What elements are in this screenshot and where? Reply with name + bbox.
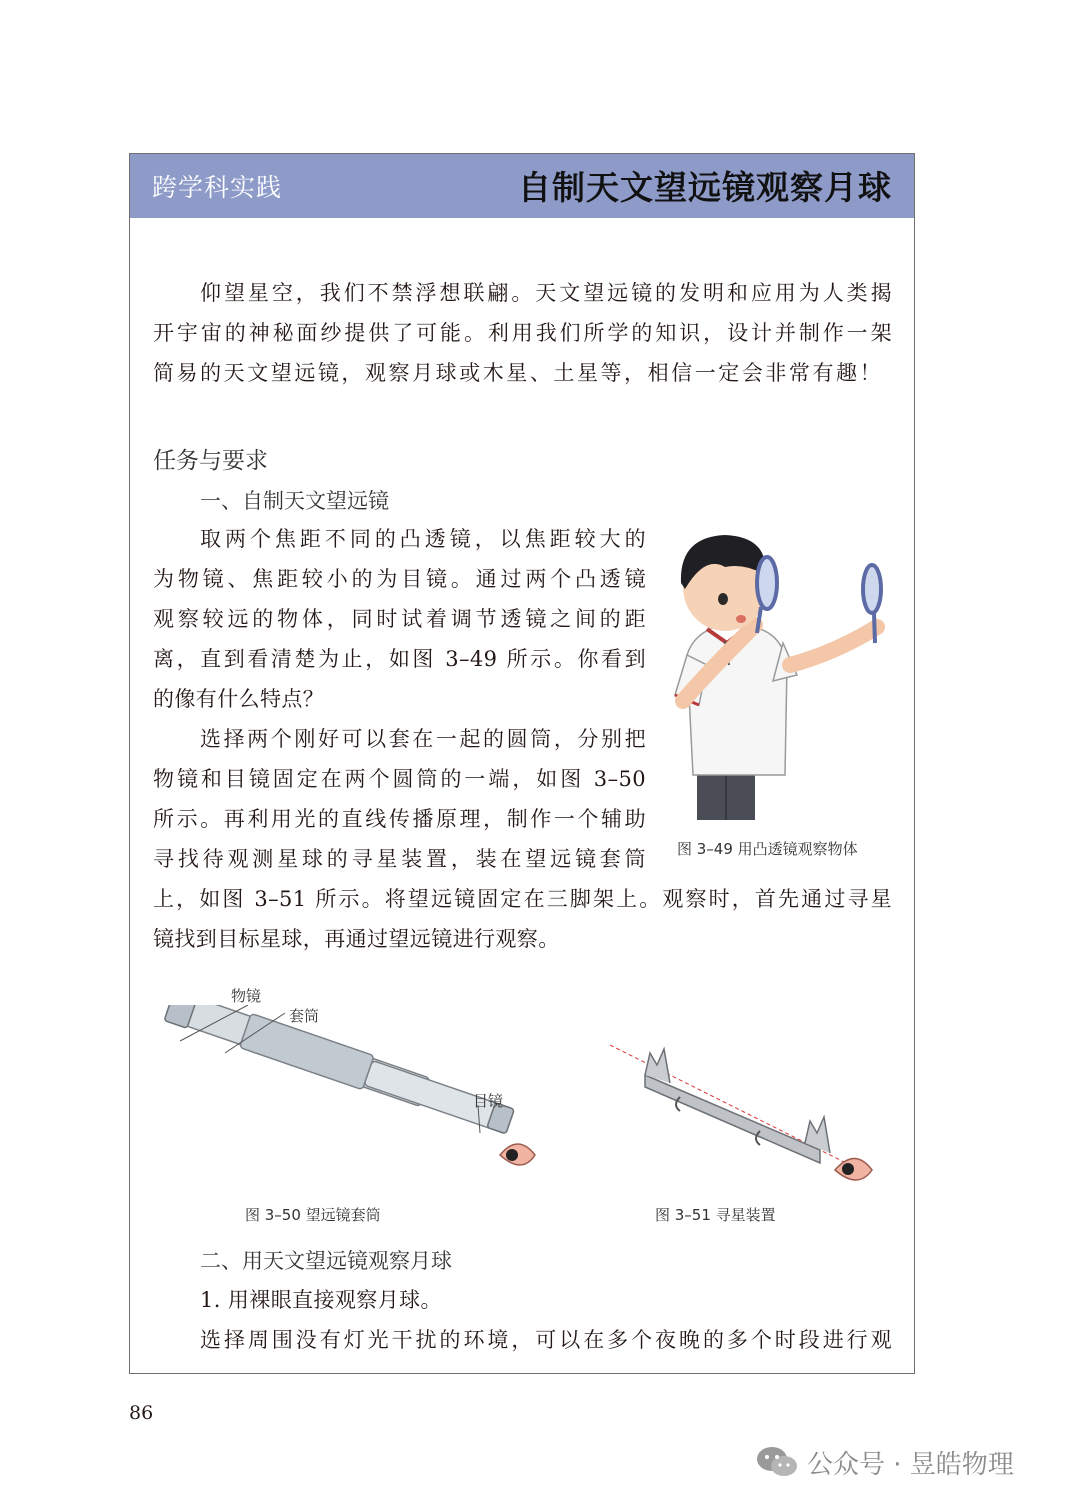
intro-line: 仰望星空，我们不禁浮想联翩。天文望远镜的发明和应用为人类揭: [200, 281, 892, 305]
para-line: 的像有什么特点？: [153, 687, 325, 711]
para-line: 所示。再利用光的直线传播原理，制作一个辅助: [153, 807, 646, 831]
finder-device-illustration: [610, 1035, 880, 1195]
figure-caption: 图 3–51 寻星装置: [655, 1206, 776, 1224]
section-banner: [130, 154, 914, 218]
label-objective: 物镜: [231, 987, 262, 1005]
intro-line: 开宇宙的神秘面纱提供了可能。利用我们所学的知识，设计并制作一架: [153, 321, 892, 345]
part1-heading: 一、自制天文望远镜: [200, 489, 389, 513]
task-heading: 任务与要求: [153, 448, 268, 474]
label-sleeve: 套筒: [289, 1007, 320, 1025]
para-line: 取两个焦距不同的凸透镜，以焦距较大的: [200, 527, 646, 551]
para-line: 选择两个刚好可以套在一起的圆筒，分别把: [200, 727, 646, 751]
para-line: 寻找待观测星球的寻星装置，装在望远镜套筒: [153, 847, 646, 871]
figure-caption: 图 3–49 用凸透镜观察物体: [677, 840, 858, 858]
para-line: 镜找到目标星球，再通过望远镜进行观察。: [153, 927, 560, 951]
part2-heading: 二、用天文望远镜观察月球: [200, 1249, 452, 1273]
page-title: 自制天文望远镜观察月球: [518, 168, 892, 207]
wechat-icon: [755, 1444, 799, 1480]
label-eyepiece: 目镜: [473, 1092, 504, 1110]
figure-caption: 图 3–50 望远镜套筒: [245, 1206, 381, 1224]
para-line: 物镜和目镜固定在两个圆筒的一端，如图 3–50: [153, 767, 646, 791]
para-line: 离，直到看清楚为止，如图 3–49 所示。你看到: [153, 647, 646, 671]
para-line: 为物镜、焦距较小的为目镜。通过两个凸透镜: [153, 567, 646, 591]
section-label: 跨学科实践: [152, 173, 283, 202]
watermark: [755, 1440, 1055, 1484]
para-line: 上，如图 3–51 所示。将望远镜固定在三脚架上。观察时，首先通过寻星: [153, 887, 892, 911]
step-heading: 1. 用裸眼直接观察月球。: [200, 1288, 442, 1312]
page-number: 86: [129, 1402, 154, 1424]
boy-with-lenses-illustration: [665, 525, 900, 825]
para-line: 观察较远的物体，同时试着调节透镜之间的距: [153, 607, 646, 631]
intro-line: 简易的天文望远镜，观察月球或木星、土星等，相信一定会非常有趣！: [153, 361, 881, 385]
para-line: 选择周围没有灯光干扰的环境，可以在多个夜晚的多个时段进行观: [200, 1328, 892, 1352]
watermark-text: 公众号 · 昱皓物理: [807, 1450, 1014, 1480]
